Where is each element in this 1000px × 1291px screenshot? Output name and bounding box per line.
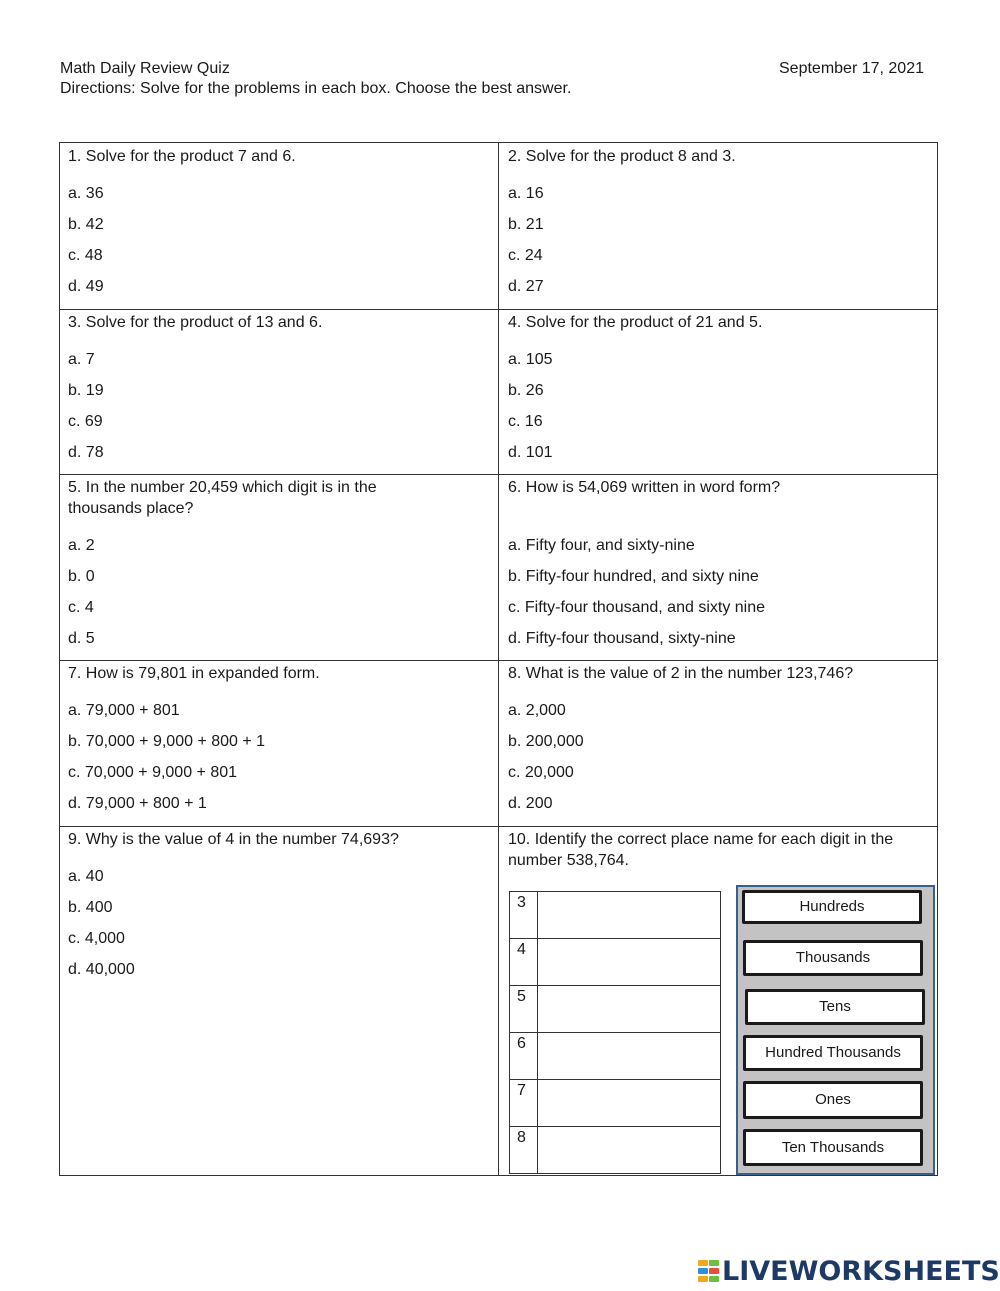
question-text: 4. Solve for the product of 21 and 5.: [508, 314, 763, 331]
quiz-directions: Directions: Solve for the problems in each box. Choose the best answer.: [60, 80, 572, 97]
answer-drop-slot[interactable]: [537, 1127, 720, 1174]
answer-option[interactable]: c. 4,000: [68, 930, 125, 947]
answer-bank: [736, 885, 935, 1175]
question-7: [68, 663, 488, 825]
answer-option[interactable]: d. 78: [68, 444, 104, 461]
answer-option[interactable]: c. 48: [68, 247, 103, 264]
question-text: 7. How is 79,801 in expanded form.: [68, 665, 320, 682]
place-value-table: [509, 891, 721, 1174]
answer-option[interactable]: b. 70,000 + 9,000 + 800 + 1: [68, 733, 266, 750]
digit-label: 7: [510, 1080, 538, 1127]
answer-option[interactable]: b. 400: [68, 899, 113, 916]
answer-option[interactable]: b. 26: [508, 382, 544, 399]
answer-option[interactable]: c. Fifty-four thousand, and sixty nine: [508, 599, 766, 616]
question-text: 10. Identify the correct place name for each digit in the number 538,764.: [508, 831, 894, 869]
answer-option[interactable]: c. 16: [508, 413, 543, 430]
table-row: [510, 939, 721, 986]
answer-option[interactable]: c. 69: [68, 413, 103, 430]
answer-option[interactable]: a. 36: [68, 185, 104, 202]
logo-mark-icon: [698, 1258, 720, 1284]
quiz-title: Math Daily Review Quiz: [60, 60, 230, 77]
answer-options: [508, 536, 928, 660]
answer-options: [68, 184, 488, 308]
answer-option[interactable]: d. 200: [508, 795, 553, 812]
answer-option[interactable]: a. Fifty four, and sixty-nine: [508, 537, 695, 554]
answer-options: [508, 350, 928, 474]
answer-option[interactable]: a. 79,000 + 801: [68, 702, 180, 719]
answer-drop-slot[interactable]: [537, 1080, 720, 1127]
answer-options: [68, 350, 488, 474]
table-row: [510, 1127, 721, 1174]
answer-option[interactable]: a. 16: [508, 185, 544, 202]
answer-option[interactable]: b. Fifty-four hundred, and sixty nine: [508, 568, 759, 585]
row-divider: [60, 826, 937, 827]
answer-option[interactable]: d. 79,000 + 800 + 1: [68, 795, 207, 812]
drag-chip-ones[interactable]: Ones: [743, 1081, 923, 1119]
question-text: 6. How is 54,069 written in word form?: [508, 479, 781, 496]
drag-chip-hundreds[interactable]: Hundreds: [742, 890, 922, 924]
digit-label: 6: [510, 1033, 538, 1080]
answer-option[interactable]: c. 70,000 + 9,000 + 801: [68, 764, 238, 781]
answer-option[interactable]: d. 40,000: [68, 961, 135, 978]
answer-drop-slot[interactable]: [537, 939, 720, 986]
answer-option[interactable]: c. 24: [508, 247, 543, 264]
quiz-date: September 17, 2021: [779, 60, 924, 77]
answer-option[interactable]: a. 40: [68, 868, 104, 885]
table-row: [510, 892, 721, 939]
digit-label: 4: [510, 939, 538, 986]
answer-options: [68, 701, 488, 825]
row-divider: [60, 309, 937, 310]
question-4: [508, 312, 928, 474]
question-text: 5. In the number 20,459 which digit is in the thousands place?: [68, 479, 377, 517]
answer-option[interactable]: c. 20,000: [508, 764, 574, 781]
question-text: 2. Solve for the product 8 and 3.: [508, 148, 736, 165]
row-divider: [60, 660, 937, 661]
table-row: [510, 1080, 721, 1127]
answer-option[interactable]: b. 19: [68, 382, 104, 399]
question-text: 3. Solve for the product of 13 and 6.: [68, 314, 323, 331]
question-8: [508, 663, 933, 825]
question-grid: [59, 142, 938, 1176]
answer-drop-slot[interactable]: [537, 1033, 720, 1080]
answer-option[interactable]: d. 49: [68, 278, 104, 295]
drag-chip-tens[interactable]: Tens: [745, 989, 925, 1025]
answer-options: [508, 184, 928, 308]
question-text: 1. Solve for the product 7 and 6.: [68, 148, 296, 165]
answer-option[interactable]: a. 2,000: [508, 702, 566, 719]
question-3: [68, 312, 488, 474]
answer-drop-slot[interactable]: [537, 892, 720, 939]
question-6: [508, 477, 928, 660]
drag-chip-hundred-thousands[interactable]: Hundred Thousands: [743, 1035, 923, 1071]
answer-option[interactable]: b. 200,000: [508, 733, 584, 750]
answer-option[interactable]: a. 7: [68, 351, 95, 368]
question-text: 8. What is the value of 2 in the number 123,746?: [508, 665, 854, 682]
column-divider: [498, 143, 499, 1175]
answer-option[interactable]: b. 42: [68, 216, 104, 233]
brand-name: LIVEWORKSHEETS: [722, 1255, 1000, 1287]
question-5: [68, 477, 448, 660]
answer-options: [68, 536, 448, 660]
answer-drop-slot[interactable]: [537, 986, 720, 1033]
answer-option[interactable]: c. 4: [68, 599, 94, 616]
drag-chip-ten-thousands[interactable]: Ten Thousands: [743, 1129, 923, 1166]
answer-option[interactable]: a. 2: [68, 537, 95, 554]
question-10: [508, 829, 923, 871]
answer-option[interactable]: d. Fifty-four thousand, sixty-nine: [508, 630, 736, 647]
answer-option[interactable]: d. 27: [508, 278, 544, 295]
digit-label: 3: [510, 892, 538, 939]
answer-option[interactable]: b. 21: [508, 216, 544, 233]
answer-option[interactable]: b. 0: [68, 568, 95, 585]
answer-options: [68, 867, 488, 991]
table-row: [510, 986, 721, 1033]
answer-option[interactable]: d. 5: [68, 630, 95, 647]
answer-option[interactable]: a. 105: [508, 351, 553, 368]
digit-label: 8: [510, 1127, 538, 1174]
answer-option[interactable]: d. 101: [508, 444, 553, 461]
drag-chip-thousands[interactable]: Thousands: [743, 940, 923, 976]
question-9: [68, 829, 488, 991]
answer-options: [508, 701, 933, 825]
row-divider: [60, 474, 937, 475]
question-1: [68, 146, 488, 308]
table-row: [510, 1033, 721, 1080]
liveworksheets-logo: [698, 1256, 1000, 1286]
question-2: [508, 146, 928, 308]
question-text: 9. Why is the value of 4 in the number 74,693?: [68, 831, 399, 848]
digit-label: 5: [510, 986, 538, 1033]
